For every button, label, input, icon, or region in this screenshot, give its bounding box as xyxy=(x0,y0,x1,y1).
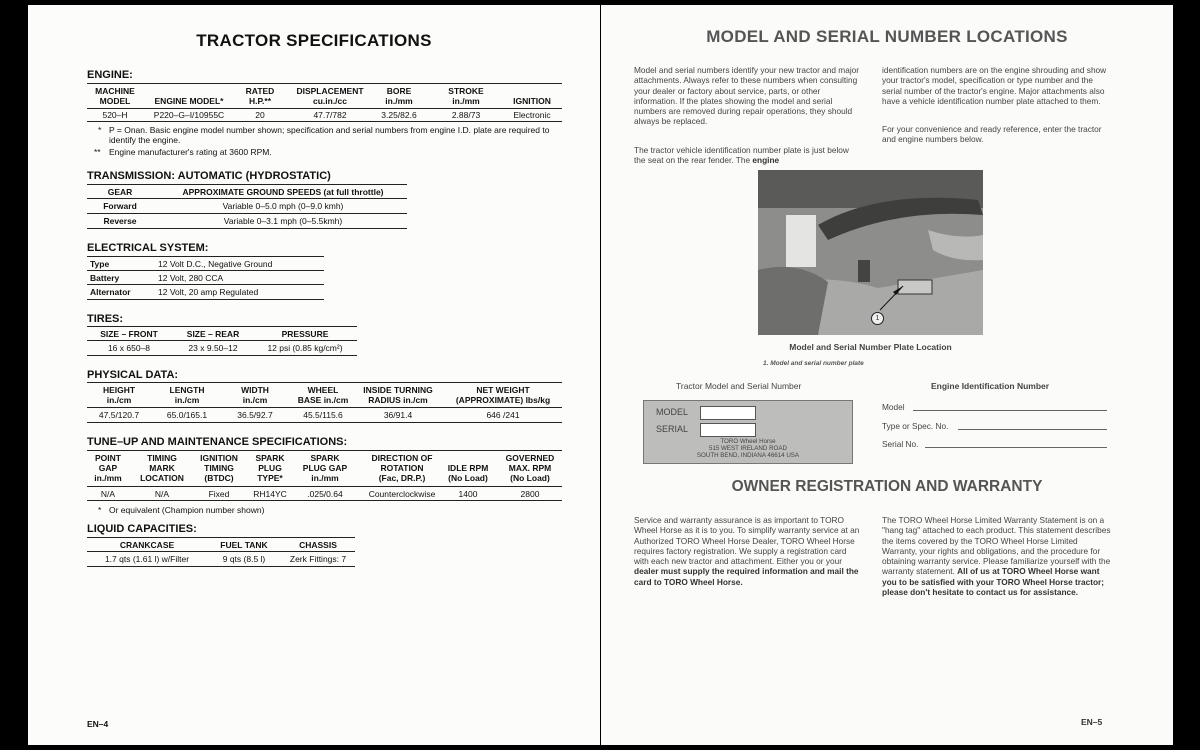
liquid-header-chassis: CHASSIS xyxy=(299,540,337,550)
intro-paragraph-left: Model and serial numbers identify your new tractor and major attachments. Always refer to these numbers when consulting your dealer or factory about service, parts, or other information. If the plates showing the model and serial numbers are removed during repair operations, they should always be replaced. xyxy=(634,65,860,127)
liquid-header-crankcase: CRANKCASE xyxy=(119,540,175,550)
engine-cell: 20 xyxy=(255,110,265,120)
engine-field-serial-line[interactable] xyxy=(925,447,1107,448)
plate-model-field[interactable] xyxy=(700,406,756,420)
physical-cell: 36.5/92.7 xyxy=(237,410,273,420)
tuneup-cell: .025/0.64 xyxy=(307,489,343,499)
left-page xyxy=(28,5,600,745)
engine-footnote-1: P = Onan. Basic engine model number shown; specification and serial numbers from engine I.D. plate are required to identify the engine. xyxy=(109,125,550,145)
rule xyxy=(87,228,407,229)
engine-header-hp: RATED H.P.** xyxy=(245,86,275,106)
page-number: EN–5 xyxy=(1081,717,1103,727)
rule xyxy=(87,270,324,271)
rule xyxy=(87,355,357,356)
plate-serial-field[interactable] xyxy=(700,423,756,437)
electrical-label-type: Type xyxy=(90,259,110,269)
electrical-label-alternator: Alternator xyxy=(90,287,131,297)
rule xyxy=(87,121,562,122)
owner-paragraph-left: Service and warranty assurance is as important to TORO Wheel Horse as it is to you. To simplify warranty service at an Authorized TORO Wheel Horse Dealer, TORO Wheel Horse requires factory registration. We supply a registration card with each new tractor and attachment. Either you or your dealer must supply the required information and mail the card to TORO Wheel Horse. xyxy=(634,515,860,587)
engine-cell: 520–H xyxy=(102,110,128,120)
tires-cell: 23 x 9.50–12 xyxy=(188,343,238,353)
right-page xyxy=(601,5,1173,745)
rule xyxy=(87,213,407,214)
rule xyxy=(87,450,562,451)
physical-header-length: LENGTH in./cm xyxy=(169,385,205,405)
tires-header-front: SIZE – FRONT xyxy=(100,329,158,339)
transmission-gear-forward: Forward xyxy=(103,201,137,211)
liquid-cell: 9 qts (8.5 l) xyxy=(222,554,266,564)
rule xyxy=(87,326,357,327)
physical-header-weight: NET WEIGHT (APPROXIMATE) lbs/kg xyxy=(455,385,551,405)
engine-header-displacement: DISPLACEMENT cu.in./cc xyxy=(296,86,364,106)
engine-cell: Electronic xyxy=(513,110,551,120)
engine-cell: 3.25/82.6 xyxy=(381,110,417,120)
intro-paragraph-left-2: The tractor vehicle identification number plate is just below the seat on the rear fender. The engine xyxy=(634,145,849,166)
figure-caption: Model and Serial Number Plate Location xyxy=(789,342,952,352)
physical-cell: 47.5/120.7 xyxy=(98,410,140,420)
engine-field-model-line[interactable] xyxy=(913,410,1107,411)
liquid-cell: Zerk Fittings: 7 xyxy=(289,554,347,564)
rule xyxy=(87,500,562,501)
engine-cell: 47.7/782 xyxy=(313,110,347,120)
tuneup-header-plug-gap: SPARK PLUG GAP in./mm xyxy=(302,453,348,483)
engine-header-bore: BORE in./mm xyxy=(385,86,413,106)
transmission-heading: TRANSMISSION: AUTOMATIC (HYDROSTATIC) xyxy=(87,170,331,182)
tuneup-footnote: Or equivalent (Champion number shown) xyxy=(109,505,265,515)
engine-header-ignition: IGNITION xyxy=(513,96,551,106)
rule xyxy=(87,108,562,109)
transmission-speed-reverse: Variable 0–3.1 mph (0–5.5kmh) xyxy=(223,216,343,226)
serial-plate-photo xyxy=(758,170,983,335)
rule xyxy=(87,198,407,199)
rule xyxy=(87,340,357,341)
rule xyxy=(87,284,324,285)
rule xyxy=(87,256,324,257)
footnote-mark: * xyxy=(98,125,102,135)
intro-paragraph-right-2: For your convenience and ready reference, enter the tractor and engine numbers below. xyxy=(882,124,1102,145)
engine-heading: ENGINE: xyxy=(87,69,133,81)
engine-cell: P220–G–I/10955C xyxy=(153,110,225,120)
intro-paragraph-right: identification numbers are on the engine shrouding and show your tractor's model, specification or type number and the serial number of the tractor's engine. Major attachments also have a vehicle identification number plate attached to them. xyxy=(882,65,1107,106)
serial-plate xyxy=(643,400,853,464)
physical-cell: 646 /241 xyxy=(486,410,520,420)
rule xyxy=(87,184,407,185)
tuneup-cell: Fixed xyxy=(208,489,230,499)
physical-heading: PHYSICAL DATA: xyxy=(87,369,179,381)
physical-header-width: WIDTH in./cm xyxy=(241,385,269,405)
engine-number-label: Engine Identification Number xyxy=(931,381,1050,391)
transmission-gear-reverse: Reverse xyxy=(103,216,137,226)
liquid-cell: 1.7 qts (1.61 l) w/Filter xyxy=(104,554,190,564)
transmission-speed-forward: Variable 0–5.0 mph (0–9.0 kmh) xyxy=(222,201,344,211)
engine-footnote-2: Engine manufacturer's rating at 3600 RPM. xyxy=(109,147,272,157)
engine-field-type-label: Type or Spec. No. xyxy=(882,421,949,431)
tuneup-header-timing-mark: TIMING MARK LOCATION xyxy=(140,453,184,483)
physical-cell: 45.5/115.6 xyxy=(303,410,343,420)
rule xyxy=(87,566,355,567)
tuneup-header-point-gap: POINT GAP in./mm xyxy=(94,453,122,483)
tuneup-header-rotation: DIRECTION OF ROTATION (Fac, DR.P.) xyxy=(371,453,433,483)
tires-cell: 12 psi (0.85 kg/cm²) xyxy=(267,343,343,353)
section-title: MODEL AND SERIAL NUMBER LOCATIONS xyxy=(706,27,1068,46)
engine-header-machine-model: MACHINE MODEL xyxy=(95,86,135,106)
physical-header-turning: INSIDE TURNING RADIUS in./cm xyxy=(363,385,433,405)
engine-header-engine-model: ENGINE MODEL* xyxy=(154,96,224,106)
engine-field-model-label: Model xyxy=(882,402,905,412)
rule xyxy=(87,382,562,383)
transmission-header-gear: GEAR xyxy=(107,187,133,197)
figure-legend: 1. Model and serial number plate xyxy=(763,360,864,367)
physical-header-height: HEIGHT in./cm xyxy=(102,385,136,405)
rule xyxy=(87,83,562,84)
rule xyxy=(87,422,562,423)
tuneup-cell: N/A xyxy=(154,489,170,499)
plate-address: TORO Wheel Horse 515 WEST IRELAND ROAD SOUTH BEND, INDIANA 46614 USA xyxy=(696,438,800,460)
callout-1: 1 xyxy=(871,312,884,325)
physical-header-wheelbase: WHEEL BASE in./cm xyxy=(297,385,349,405)
tires-header-pressure: PRESSURE xyxy=(281,329,329,339)
tires-header-rear: SIZE – REAR xyxy=(186,329,240,339)
tuneup-cell: N/A xyxy=(100,489,116,499)
tuneup-cell: RH14YC xyxy=(253,489,287,499)
rule xyxy=(87,407,562,408)
rule xyxy=(87,299,324,300)
tires-heading: TIRES: xyxy=(87,313,124,325)
tuneup-header-ignition-timing: IGNITION TIMING (BTDC) xyxy=(200,453,238,483)
owner-section-title: OWNER REGISTRATION AND WARRANTY xyxy=(731,478,1043,495)
rule xyxy=(87,537,355,538)
electrical-value-type: 12 Volt D.C., Negative Ground xyxy=(158,259,273,269)
footnote-mark: ** xyxy=(94,147,101,157)
tires-cell: 16 x 650–8 xyxy=(107,343,151,353)
tuneup-cell: Counterclockwise xyxy=(368,489,436,499)
page-number: EN–4 xyxy=(87,719,109,729)
page-title: TRACTOR SPECIFICATIONS xyxy=(196,31,432,50)
engine-field-serial-label: Serial No. xyxy=(882,439,919,449)
photo-illustration xyxy=(758,170,983,335)
tuneup-header-spark-plug: SPARK PLUG TYPE* xyxy=(255,453,285,483)
tuneup-header-max-rpm: GOVERNED MAX. RPM (No Load) xyxy=(505,453,555,483)
electrical-label-battery: Battery xyxy=(90,273,120,283)
owner-paragraph-right: The TORO Wheel Horse Limited Warranty Statement is on a "hang tag" attached to each product. This statement describes the items covered by the TORO Wheel Horse Limited Warranty, your rights and obligations, and the procedure for obtaining warranty service. Please familiarize yourself with the warranty statement. All of us at TORO Wheel Horse want you to be satisfied with your TORO Wheel Horse tractor; please don't hesitate to contact us for assistance. xyxy=(882,515,1111,598)
liquid-header-fuel-tank: FUEL TANK xyxy=(220,540,268,550)
transmission-header-speeds: APPROXIMATE GROUND SPEEDS (at full throttle) xyxy=(182,187,384,197)
liquid-heading: LIQUID CAPACITIES: xyxy=(87,523,197,535)
engine-field-type-line[interactable] xyxy=(958,429,1107,430)
tuneup-cell: 1400 xyxy=(458,489,478,499)
electrical-value-alternator: 12 Volt, 20 amp Regulated xyxy=(158,287,259,297)
footnote-mark: * xyxy=(98,505,102,515)
tractor-number-label: Tractor Model and Serial Number xyxy=(676,381,802,391)
rule xyxy=(87,486,562,487)
tuneup-header-idle-rpm: IDLE RPM (No Load) xyxy=(447,463,489,483)
tuneup-cell: 2800 xyxy=(520,489,540,499)
physical-cell: 65.0/165.1 xyxy=(166,410,208,420)
engine-cell: 2.88/73 xyxy=(451,110,481,120)
plate-model-label: MODEL xyxy=(656,407,689,417)
electrical-heading: ELECTRICAL SYSTEM: xyxy=(87,242,209,254)
engine-header-stroke: STROKE in./mm xyxy=(448,86,484,106)
tuneup-heading: TUNE–UP AND MAINTENANCE SPECIFICATIONS: xyxy=(87,436,348,448)
electrical-value-battery: 12 Volt, 280 CCA xyxy=(158,273,224,283)
rule xyxy=(87,551,355,552)
physical-cell: 36/91.4 xyxy=(383,410,413,420)
plate-serial-label: SERIAL xyxy=(656,424,689,434)
